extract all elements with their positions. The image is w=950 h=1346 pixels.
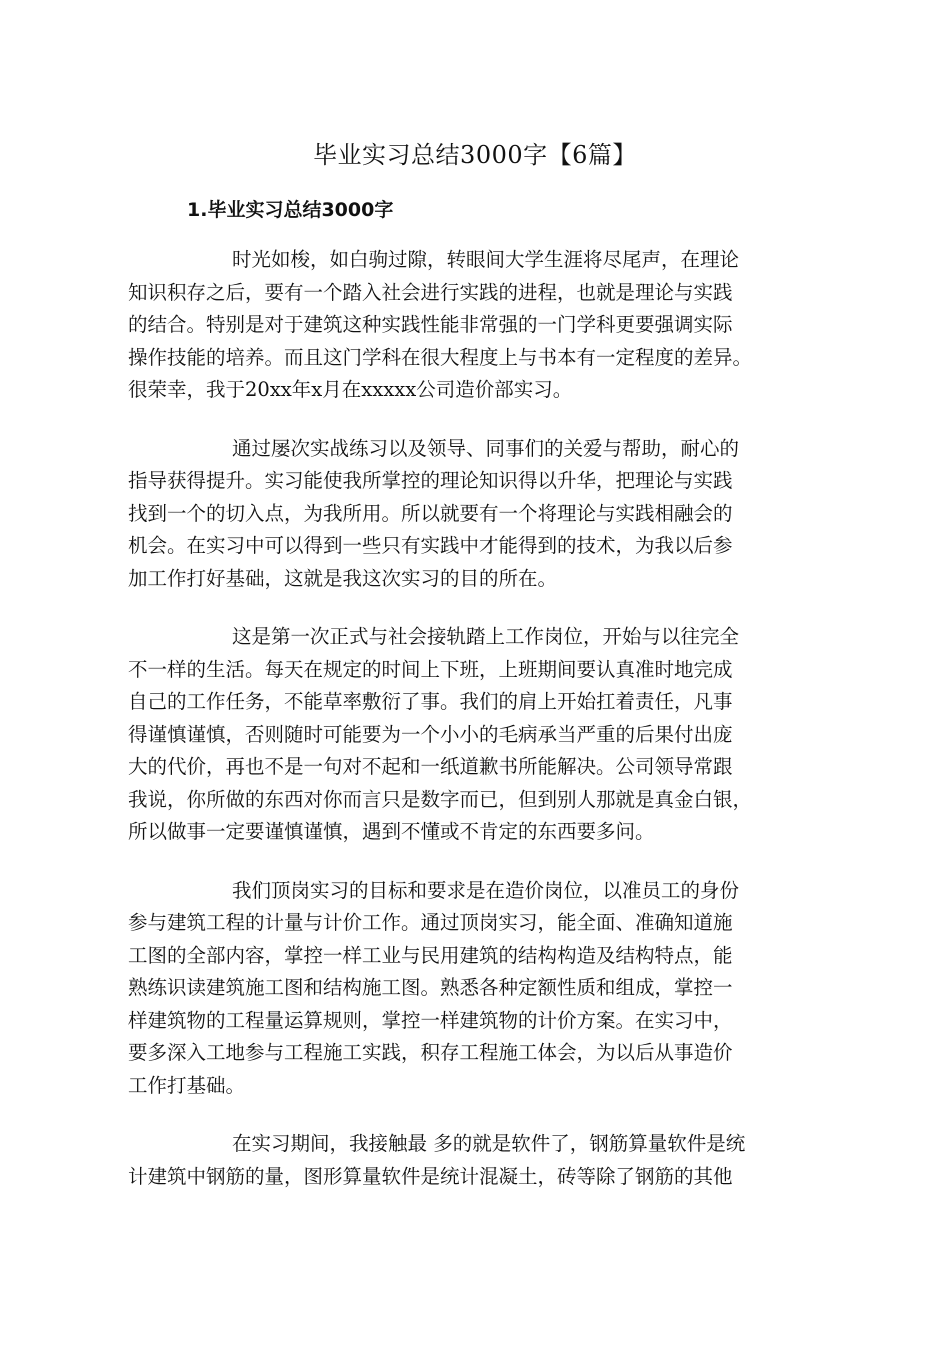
paragraph-line: 得谨慎谨慎，否则随时可能要为一个小小的毛病承当严重的后果付出庞 [128, 722, 733, 746]
paragraph-line: 机会。在实习中可以得到一些只有实践中才能得到的技术，为我以后参 [128, 534, 733, 557]
paragraph-line: 指导获得提升。实习能使我所掌控的理论知识得以升华，把理论与实践 [128, 469, 733, 492]
paragraph-line: 熟练识读建筑施工图和结构施工图。熟悉各种定额性质和组成，掌控一 [128, 976, 733, 999]
paragraph-line: 参与建筑工程的计量与计价工作。通过顶岗实习，能全面、准确知道施 [128, 911, 733, 934]
paragraph-line: 所以做事一定要谨慎谨慎，遇到不懂或不肯定的东西要多问。 [128, 820, 655, 843]
paragraph-line: 这是第一次正式与社会接轨踏上工作岗位，开始与以往完全 [232, 625, 740, 648]
paragraph-line: 的结合。特别是对于建筑这种实践性能非常强的一门学科更要强调实际 [128, 313, 733, 336]
paragraph-3 [128, 621, 840, 849]
paragraph-line: 工图的全部内容，掌控一样工业与民用建筑的结构构造及结构特点，能 [128, 943, 733, 967]
paragraph-line: 加工作打好基础，这就是我这次实习的目的所在。 [128, 566, 558, 590]
paragraph-line: 自己的工作任务，不能草率敷衍了事。我们的肩上开始扛着责任，凡事 [128, 690, 733, 713]
paragraph-5 [128, 1128, 840, 1193]
paragraph-line: 我们顶岗实习的目标和要求是在造价岗位，以准员工的身份 [232, 878, 740, 902]
paragraph-line: 要多深入工地参与工程施工实践，积存工程施工体会，为以后从事造价 [128, 1041, 733, 1064]
paragraph-line: 找到一个的切入点，为我所用。所以就要有一个将理论与实践相融会的 [128, 501, 733, 525]
paragraph-line: 知识积存之后，要有一个踏入社会进行实践的进程，也就是理论与实践 [128, 280, 733, 304]
paragraph-line: 样建筑物的工程量运算规则，掌控一样建筑物的计价方案。在实习中， [128, 1008, 733, 1032]
paragraph-line: 不一样的生活。每天在规定的时间上下班，上班期间要认真准时地完成 [128, 657, 733, 681]
paragraph-line: 时光如梭，如白驹过隙，转眼间大学生涯将尽尾声，在理论 [232, 248, 740, 271]
paragraph-4 [128, 875, 840, 1103]
paragraph-line: 操作技能的培养。而且这门学科在很大程度上与书本有一定程度的差异。 [128, 345, 753, 369]
document-title: 毕业实习总结3000字【6篇】 [313, 141, 637, 169]
document-body [128, 244, 840, 1219]
paragraph-2 [128, 433, 840, 596]
paragraph-1 [128, 244, 840, 407]
paragraph-line: 大的代价，再也不是一句对不起和一纸道歉书所能解决。公司领导常跟 [128, 755, 733, 778]
paragraph-line: 我说，你所做的东西对你而言只是数字而已，但到别人那就是真金白银， [128, 787, 753, 811]
paragraph-line: 工作打基础。 [128, 1073, 246, 1097]
paragraph-line: 计建筑中钢筋的量，图形算量软件是统计混凝土，砖等除了钢筋的其他 [128, 1164, 733, 1188]
paragraph-line: 通过屡次实战练习以及领导、同事们的关爱与帮助，耐心的 [232, 436, 740, 460]
section-heading: 1.毕业实习总结3000字 [187, 199, 394, 221]
paragraph-line: 很荣幸，我于20xx年x月在xxxxx公司造价部实习。 [128, 378, 573, 401]
paragraph-line: 在实习期间，我接触最 多的就是软件了，钢筋算量软件是统 [232, 1132, 746, 1155]
